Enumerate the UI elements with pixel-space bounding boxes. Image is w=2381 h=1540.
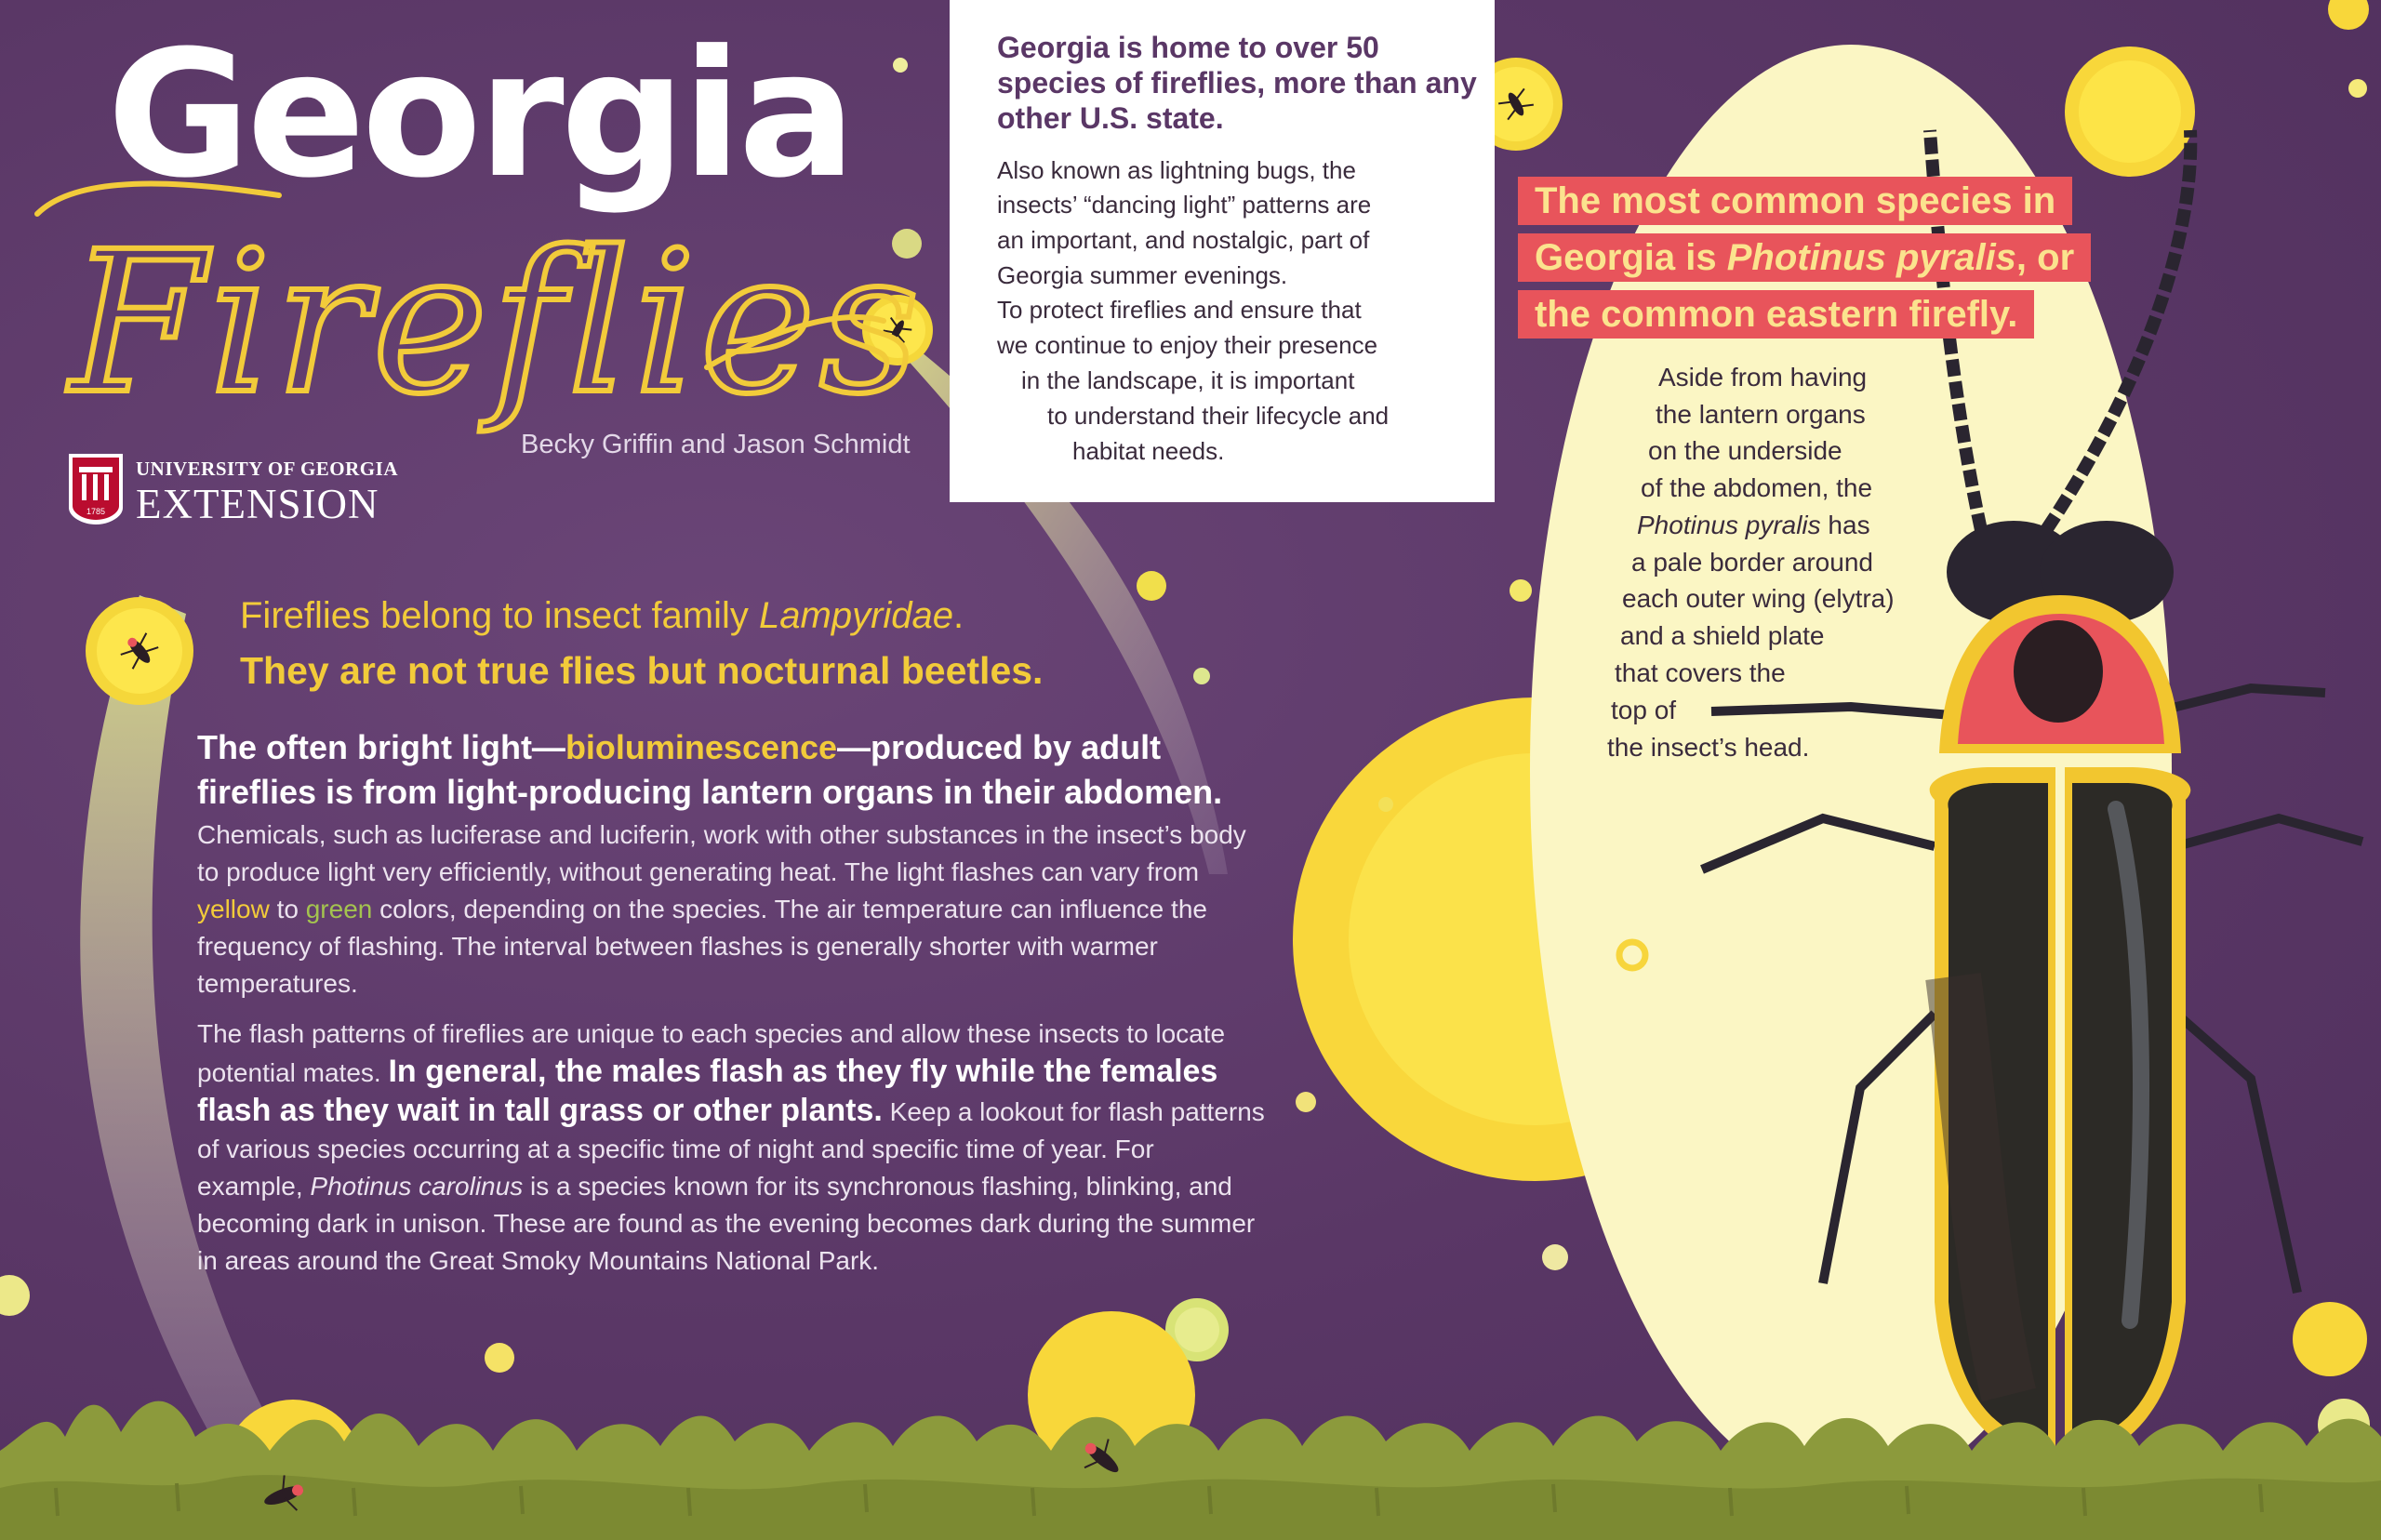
callout-text: , or xyxy=(2015,237,2075,278)
info-box-line: To protect fireflies and ensure that xyxy=(997,296,1362,324)
bioluminescence-heading xyxy=(197,725,1239,815)
callout-text: Georgia is xyxy=(1535,237,1727,278)
aside-line: that covers the xyxy=(1615,658,1786,687)
aside-line: a pale border around xyxy=(1631,548,1873,577)
callout-line: The most common species in xyxy=(1518,177,2072,225)
yellow-word: yellow xyxy=(197,895,270,923)
aside-text: has xyxy=(1820,511,1870,539)
logo-extension: EXTENSION xyxy=(136,481,379,527)
aside-line: the lantern organs xyxy=(1656,400,1866,429)
family-statement xyxy=(240,595,964,637)
species-name: Photinus carolinus xyxy=(310,1172,524,1201)
heading-part: The often bright light— xyxy=(197,728,565,766)
heading-part: —produced by adult fireflies is from light-producing lantern organs in their abdomen. xyxy=(197,728,1223,811)
aside-line: and a shield plate xyxy=(1620,621,1825,650)
info-box-line: Georgia summer evenings. xyxy=(997,261,1288,289)
aside-line: on the underside xyxy=(1648,436,1842,465)
aside-line: of the abdomen, the xyxy=(1641,473,1873,502)
title-fireflies-script: Fireflies xyxy=(70,209,924,437)
info-box-line: we continue to enjoy their presence xyxy=(997,331,1378,359)
aside-line: each outer wing (elytra) xyxy=(1622,584,1895,613)
aside-line: top of xyxy=(1611,696,1677,724)
info-box-line: an important, and nostalgic, part of xyxy=(997,226,1370,254)
info-box-headline: Georgia is home to over 50 species of fireflies, more than any other U.S. state. xyxy=(997,31,1477,135)
callout-line: the common eastern firefly. xyxy=(1518,290,2034,339)
aside-line xyxy=(1637,511,1870,540)
info-box-line: in the landscape, it is important xyxy=(1021,366,1355,394)
paragraph-text: is a species known for its synchronous flashing, blinking, and becoming dark in unison. These are found as the evening becomes dark during the summer in areas around the Great Smoky Mountains National Park. xyxy=(197,1172,1256,1275)
firefly-glow-left xyxy=(86,597,193,705)
paragraph-text: Chemicals, such as luciferase and luciferin, work with other substances in the insect’s body to produce light very efficiently, without generating heat. The light flashes can vary from xyxy=(197,820,1246,886)
paragraph-text: The flash patterns of fireflies are unique to each species and allow these insects to locate potential mates. xyxy=(197,1019,1226,1087)
callout-species: Photinus pyralis xyxy=(1726,237,2016,278)
info-box-line: to understand their lifecycle and xyxy=(1047,402,1390,430)
paragraph-emphasis: In general, the males flash as they fly while the females flash as they wait in tall grass or other plants. xyxy=(197,1054,1218,1128)
title-georgia: Georgia xyxy=(107,13,853,217)
callout-line xyxy=(1518,233,2091,282)
chemicals-paragraph xyxy=(197,816,1267,1002)
family-prefix: Fireflies belong to insect family xyxy=(240,595,760,636)
flash-patterns-paragraph xyxy=(197,1016,1267,1280)
seal-year: 1785 xyxy=(86,507,106,516)
paragraph-text: Keep a lookout for flash patterns of various species occurring at a specific time of night and specific time of year. For example, xyxy=(197,1097,1265,1201)
family-name: Lampyridae xyxy=(759,595,954,636)
info-box-line: Also known as lightning bugs, the xyxy=(997,156,1356,184)
family-suffix: . xyxy=(953,595,964,636)
info-box-line: insects’ “dancing light” patterns are xyxy=(997,191,1372,219)
beetles-statement: They are not true flies but nocturnal beetles. xyxy=(240,649,1044,692)
paragraph-text: colors, depending on the species. The air temperature can influence the frequency of flashing. The interval between flashes is generally shorter with warmer temperatures. xyxy=(197,895,1207,998)
authors: Becky Griffin and Jason Schmidt xyxy=(521,430,911,459)
aside-line: Aside from having xyxy=(1658,363,1868,392)
info-box-line: habitat needs. xyxy=(1072,437,1225,465)
paragraph-text: to xyxy=(269,895,306,923)
aside-species: Photinus pyralis xyxy=(1637,511,1821,539)
green-word: green xyxy=(305,895,373,923)
bioluminescence-term: bioluminescence xyxy=(565,728,838,766)
logo-university-name: UNIVERSITY OF GEORGIA xyxy=(136,458,398,480)
aside-line: the insect’s head. xyxy=(1607,733,1810,762)
